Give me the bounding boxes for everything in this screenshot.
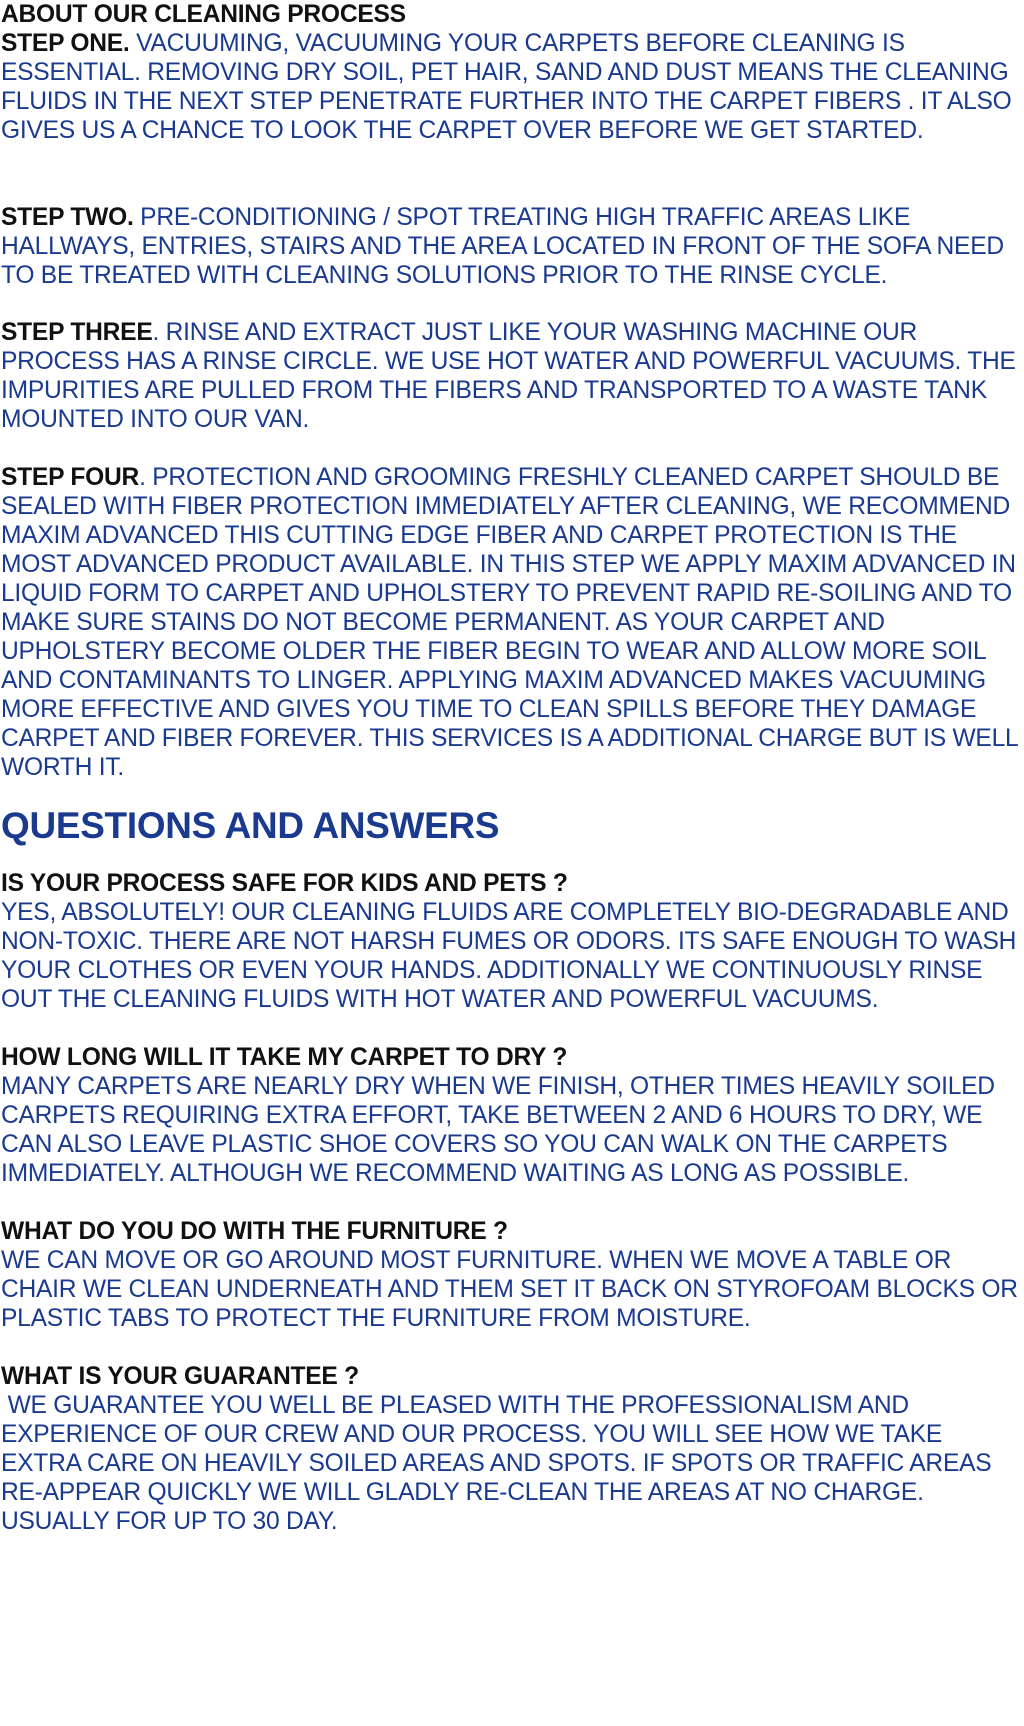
step-three-label: STEP THREE bbox=[1, 319, 153, 346]
step-four-text: . PROTECTION AND GROOMING FRESHLY CLEANED CARPET SHOULD BE SEALED WITH FIBER PROTECTION IMMEDIATELY AFTER CLEANING, WE RECOMMEND MAXIM ADVANCED THIS CUTTING EDGE FIBER AND CARPET PROTECTION IS THE MOST ADVANCED PRODUCT AVAILABLE. IN THIS STEP WE APPLY MAXIM ADVANCED IN LIQUID FORM TO CARPET AND UPHOLSTERY TO PREVENT RAPID RE-SOILING AND TO MAKE SURE STAINS DO NOT BECOME PERMANENT. AS YOUR CARPET AND UPHOLSTERY BECOME OLDER THE FIBER BEGIN TO WEAR AND ALLOW MORE SOIL AND CONTAMINANTS TO LINGER. APPLYING MAXIM ADVANCED MAKES VACUUMING MORE EFFECTIVE AND GIVES YOU TIME TO CLEAN SPILLS BEFORE THEY DAMAGE CARPET AND FIBER FOREVER. THIS SERVICES IS A ADDITIONAL CHARGE BUT IS WELL WORTH IT. bbox=[1, 464, 1018, 781]
step-one-text: VACUUMING, VACUUMING YOUR CARPETS BEFORE CLEANING IS ESSENTIAL. REMOVING DRY SOIL, PET HAIR, SAND AND DUST MEANS THE CLEANING FLUIDS IN THE NEXT STEP PENETRATE FURTHER INTO THE CARPET FIBERS . IT ALSO GIVES US A CHANCE TO LOOK THE CARPET OVER BEFORE WE GET STARTED. bbox=[1, 30, 1012, 144]
step-four-paragraph bbox=[1, 463, 1019, 782]
step-two-text: PRE-CONDITIONING / SPOT TREATING HIGH TRAFFIC AREAS LIKE HALLWAYS, ENTRIES, STAIRS AND THE AREA LOCATED IN FRONT OF THE SOFA NEED TO BE TREATED WITH CLEANING SOLUTIONS PRIOR TO THE RINSE CYCLE. bbox=[1, 204, 1004, 289]
qa-item-kids-pets bbox=[1, 869, 1019, 1014]
answer-guarantee: WE GUARANTEE YOU WELL BE PLEASED WITH THE PROFESSIONALISM AND EXPERIENCE OF OUR CREW AND OUR PROCESS. YOU WILL SEE HOW WE TAKE EXTRA CARE ON HEAVILY SOILED AREAS AND SPOTS. IF SPOTS OR TRAFFIC AREAS RE-APPEAR QUICKLY WE WILL GLADLY RE-CLEAN THE AREAS AT NO CHARGE. USUALLY FOR UP TO 30 DAY. bbox=[1, 1392, 998, 1535]
page-title: ABOUT OUR CLEANING PROCESS bbox=[1, 1, 406, 28]
qa-item-dry-time bbox=[1, 1043, 1019, 1188]
answer-kids-pets: YES, ABSOLUTELY! OUR CLEANING FLUIDS ARE COMPLETELY BIO-DEGRADABLE AND NON-TOXIC. THERE ARE NOT HARSH FUMES OR ODORS. ITS SAFE ENOUGH TO WASH YOUR CLOTHES OR EVEN YOUR HANDS. ADDITIONALLY WE CONTINUOUSLY RINSE OUT THE CLEANING FLUIDS WITH HOT WATER AND POWERFUL VACUUMS. bbox=[1, 899, 1017, 1013]
question-furniture: WHAT DO YOU DO WITH THE FURNITURE ? bbox=[1, 1218, 508, 1245]
step-three-text: . RINSE AND EXTRACT JUST LIKE YOUR WASHING MACHINE OUR PROCESS HAS A RINSE CIRCLE. WE USE HOT WATER AND POWERFUL VACUUMS. THE IMPURITIES ARE PULLED FROM THE FIBERS AND TRANSPORTED TO A WASTE TANK MOUNTED INTO OUR VAN. bbox=[1, 319, 1016, 433]
answer-furniture: WE CAN MOVE OR GO AROUND MOST FURNITURE. WHEN WE MOVE A TABLE OR CHAIR WE CLEAN UNDERNEATH AND THEM SET IT BACK ON STYROFOAM BLOCKS OR PLASTIC TABS TO PROTECT THE FURNITURE FROM MOISTURE. bbox=[1, 1247, 1018, 1332]
step-two-label: STEP TWO. bbox=[1, 204, 134, 231]
qa-heading: QUESTIONS AND ANSWERS bbox=[1, 805, 500, 846]
qa-item-guarantee bbox=[1, 1362, 1019, 1536]
step-three-paragraph bbox=[1, 318, 1019, 434]
question-kids-pets: IS YOUR PROCESS SAFE FOR KIDS AND PETS ? bbox=[1, 870, 568, 897]
step-one-paragraph bbox=[1, 29, 1019, 145]
question-dry-time: HOW LONG WILL IT TAKE MY CARPET TO DRY ? bbox=[1, 1044, 568, 1071]
question-guarantee: WHAT IS YOUR GUARANTEE ? bbox=[1, 1363, 359, 1390]
qa-item-furniture bbox=[1, 1217, 1019, 1333]
step-four-label: STEP FOUR bbox=[1, 464, 140, 491]
step-two-paragraph bbox=[1, 203, 1019, 290]
answer-dry-time: MANY CARPETS ARE NEARLY DRY WHEN WE FINISH, OTHER TIMES HEAVILY SOILED CARPETS REQUIRING EXTRA EFFORT, TAKE BETWEEN 2 AND 6 HOURS TO DRY, WE CAN ALSO LEAVE PLASTIC SHOE COVERS SO YOU CAN WALK ON THE CARPETS IMMEDIATELY. ALTHOUGH WE RECOMMEND WAITING AS LONG AS POSSIBLE. bbox=[1, 1073, 995, 1187]
step-one-label: STEP ONE. bbox=[1, 30, 130, 57]
